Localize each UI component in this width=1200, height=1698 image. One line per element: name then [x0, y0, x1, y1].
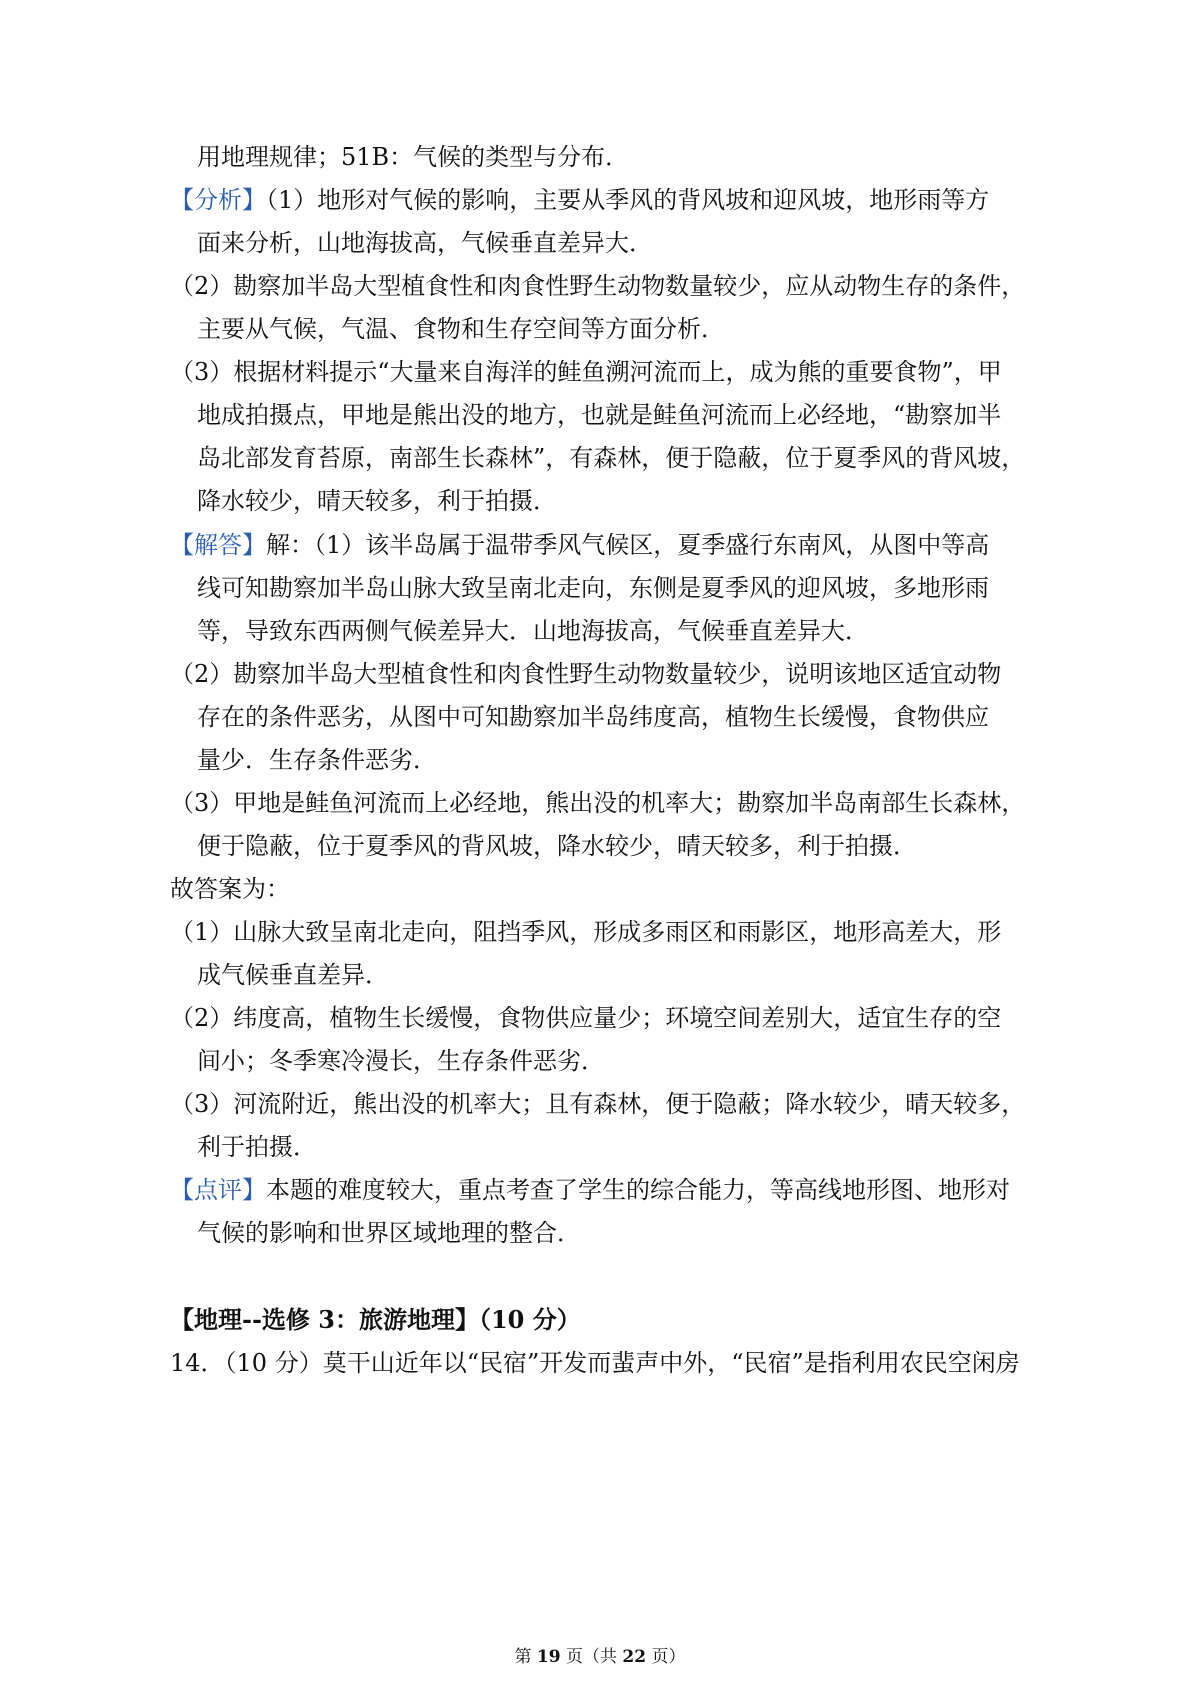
answer-paragraph-line [170, 528, 989, 562]
text-line: 间小；冬季寒冷漫长，生存条件恶劣． [197, 1047, 605, 1075]
comment-text: 本题的难度较大，重点考查了学生的综合能力，等高线地形图、地形对 [266, 1176, 1010, 1204]
footer-suffix: 页） [646, 1647, 686, 1667]
text-line: 面来分析，山地海拔高，气候垂直差异大． [197, 229, 653, 257]
current-page-number: 19 [536, 1647, 561, 1667]
text-line: 利于拍摄． [197, 1133, 317, 1161]
text-line: 等，导致东西两侧气候差异大．山地海拔高，气候垂直差异大． [197, 617, 869, 645]
text-line: 主要从气候，气温、食物和生存空间等方面分析． [197, 315, 725, 343]
text-line: 量少．生存条件恶劣． [197, 746, 437, 774]
analysis-paragraph-line [170, 183, 989, 217]
text-line: 用地理规律；51B：气候的类型与分布． [197, 143, 630, 171]
section-heading: 【地理--选修 3：旅游地理】（10 分） [170, 1305, 581, 1334]
footer-middle: 页（共 [560, 1647, 623, 1667]
total-pages-number: 22 [622, 1647, 647, 1667]
text-line: 气候的影响和世界区域地理的整合． [197, 1219, 581, 1247]
question-line: 14．（10 分）莫干山近年以“民宿”开发而蜚声中外，“民宿”是指利用农民空闲房 [170, 1349, 1020, 1377]
text-line: （3）甲地是鲑鱼河流而上必经地，熊出没的机率大；勘察加半岛南部生长森林， [170, 789, 1026, 817]
text-line: （2）勘察加半岛大型植食性和肉食性野生动物数量较少，应从动物生存的条件， [170, 272, 1026, 300]
answer-text: 解：（1）该半岛属于温带季风气候区，夏季盛行东南风，从图中等高 [266, 531, 990, 559]
text-line: 线可知勘察加半岛山脉大致呈南北走向，东侧是夏季风的迎风坡，多地形雨 [197, 574, 989, 602]
text-line: 存在的条件恶劣，从图中可知勘察加半岛纬度高，植物生长缓慢，食物供应 [197, 703, 989, 731]
comment-tag: 【点评】 [170, 1176, 266, 1204]
text-line: 岛北部发育苔原，南部生长森林”，有森林，便于隐蔽，位于夏季风的背风坡， [197, 444, 1026, 472]
text-line: 成气候垂直差异． [197, 961, 389, 989]
answer-tag: 【解答】 [170, 531, 266, 559]
analysis-tag: 【分析】 [170, 186, 266, 214]
text-line: 地成拍摄点，甲地是熊出没的地方，也就是鲑鱼河流而上必经地，“勘察加半 [197, 401, 1002, 429]
text-line: （1）山脉大致呈南北走向，阻挡季风，形成多雨区和雨影区，地形高差大，形 [170, 918, 1002, 946]
page-footer [0, 1646, 1200, 1668]
text-line: （2）勘察加半岛大型植食性和肉食性野生动物数量较少，说明该地区适宜动物 [170, 660, 1002, 688]
analysis-text: （1）地形对气候的影响，主要从季风的背风坡和迎风坡，地形雨等方 [266, 186, 990, 214]
comment-paragraph-line [170, 1173, 1010, 1207]
text-line: （2）纬度高，植物生长缓慢，食物供应量少；环境空间差别大，适宜生存的空 [170, 1004, 1002, 1032]
footer-prefix: 第 [514, 1647, 537, 1667]
text-line: （3）根据材料提示“大量来自海洋的鲑鱼溯河流而上，成为熊的重要食物”，甲 [170, 358, 1002, 386]
text-line: 便于隐蔽，位于夏季风的背风坡，降水较少，晴天较多，利于拍摄． [197, 832, 917, 860]
text-line: （3）河流附近，熊出没的机率大；且有森林，便于隐蔽；降水较少，晴天较多， [170, 1090, 1026, 1118]
text-line: 降水较少，晴天较多，利于拍摄． [197, 487, 557, 515]
text-line: 故答案为： [170, 875, 290, 903]
